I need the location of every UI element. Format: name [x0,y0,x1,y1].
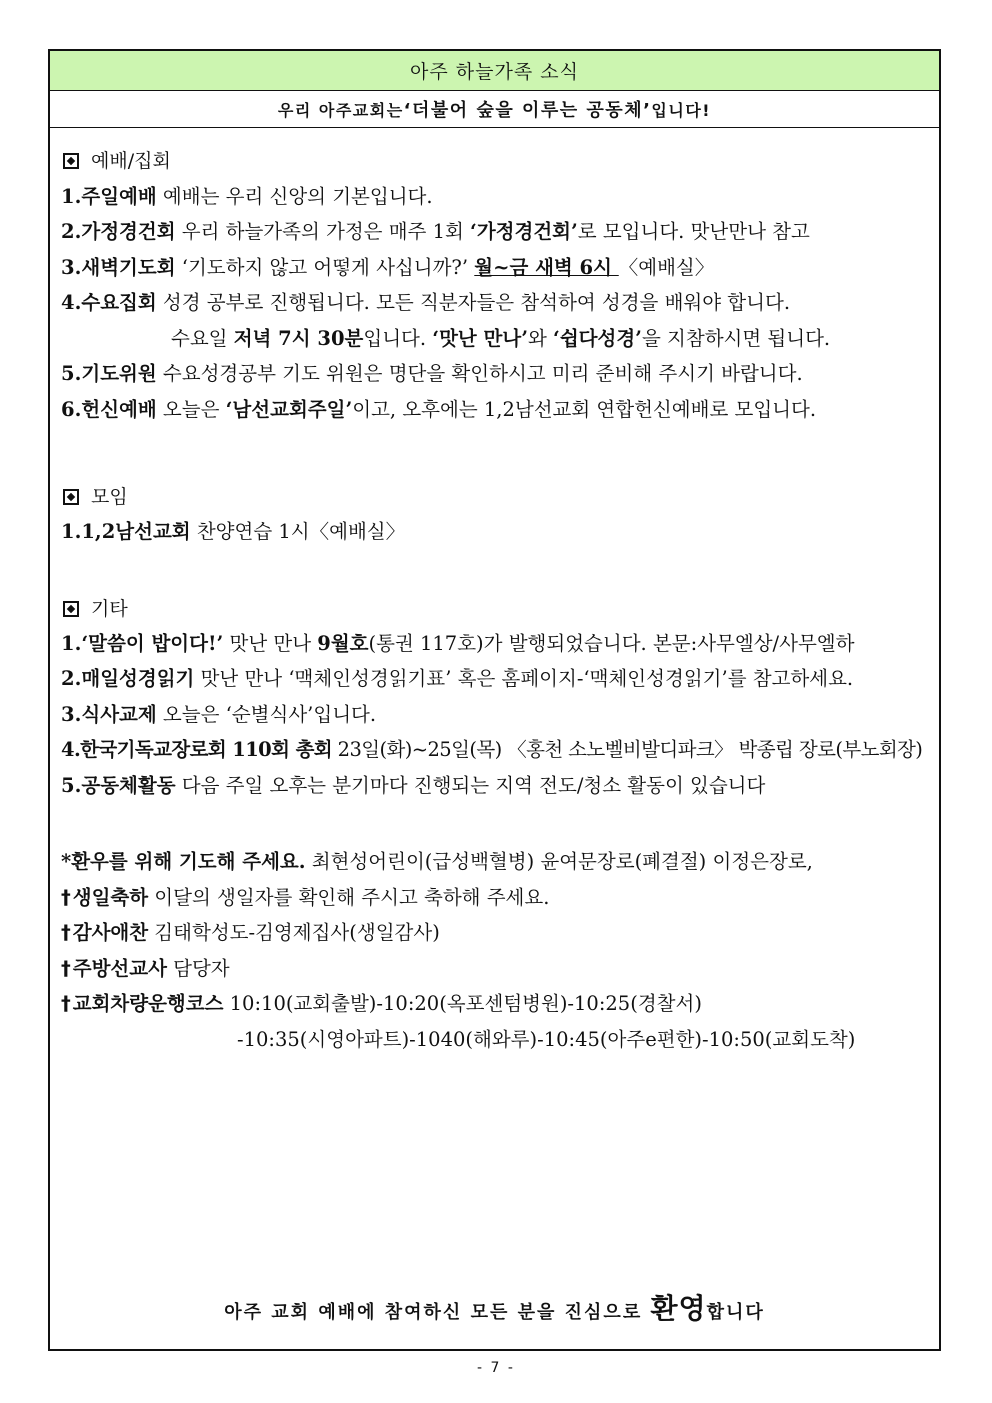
bus-line-2: -10:35(시영아파트)-1040(해와루)-10:45(아주e편한)-10:50(교회도착) [237,1028,856,1051]
cross-icon: † [61,957,71,980]
etc-line-3: 3.식사교제 오늘은 ‘순별식사’입니다. [61,703,377,726]
etc-line-1: 1.‘말씀이 밥이다!’ 맛난 만나 9월호(통권 117호)가 발행되었습니다. 본문:사무엘상/사무엘하 [61,632,855,655]
section-heading-etc: 기타 [61,597,128,621]
cross-icon: † [61,886,71,909]
cross-icon: † [61,992,71,1015]
subtitle-quote: ‘더불어 숲을 이루는 공동체’ [403,100,652,121]
section-bullet-icon [63,489,79,505]
page-title [50,51,939,91]
section-heading-worship: 예배/집회 [61,149,171,173]
worship-line-5: 수요일 저녁 7시 30분입니다. ‘맛난 만나’와 ‘쉽다성경’을 지참하시면 됩니다. [171,327,831,350]
bus-line-1: † 교회차량운행코스 10:10(교회출발)-10:20(옥포센텀병원)-10:25(경찰서) [61,992,702,1015]
etc-line-5: 5.공동체활동 다음 주일 오후는 분기마다 진행되는 지역 전도/청소 활동이 있습니다 [61,774,766,797]
title-text: 아주 하늘가족 소식 [410,61,579,83]
page-number: - 7 - [477,1360,515,1376]
kitchen-line: † 주방선교사 담당자 [61,957,230,980]
section-heading-meeting: 모임 [61,485,128,509]
worship-line-3: 3.새벽기도회 ‘기도하지 않고 어떻게 사십니까?’ 월~금 새벽 6시 〈예배실〉 [61,256,715,279]
section-bullet-icon [63,601,79,617]
section-bullet-icon [63,153,79,169]
worship-line-2: 2.가정경건회 우리 하늘가족의 가정은 매주 1회 ‘가정경건회’로 모입니다. 맛난만나 참고 [61,220,810,243]
subtitle-post: 입니다! [651,100,712,120]
subtitle-pre: 우리 아주교회는 [277,100,404,120]
etc-line-4: 4.한국기독교장로회 110회 총회 23일(화)~25일(목) 〈홍천 소노벨비발디파크〉 박종립 장로(부노회장) [61,738,923,761]
welcome-message: 아주 교회 예배에 참여하신 모든 분을 진심으로 환영합니다 [224,1292,765,1325]
cross-icon: † [61,921,71,944]
worship-line-7: 6.헌신예배 오늘은 ‘남선교회주일’이고, 오후에는 1,2남선교회 연합헌신예배로 모입니다. [61,398,817,421]
thanks-line: † 감사애찬 김태학성도-김영제집사(생일감사) [61,921,440,944]
meeting-line-1: 1.1,2남선교회 찬양연습 1시〈예배실〉 [61,520,406,543]
worship-line-4: 4.수요집회 성경 공부로 진행됩니다. 모든 직분자들은 참석하여 성경을 배워야 합니다. [61,291,791,314]
bulletin-frame [48,49,941,1351]
birthday-line: † 생일축하 이달의 생일자를 확인해 주시고 축하해 주세요. [61,886,550,909]
worship-line-6: 5.기도위원 수요성경공부 기도 위원은 명단을 확인하시고 미리 준비해 주시기 바랍니다. [61,362,803,385]
prayer-line: *환우를 위해 기도해 주세요. 최현성어린이(급성백혈병) 윤여문장로(폐결절) 이정은장로, [61,850,813,873]
etc-line-2: 2.매일성경읽기 맛난 만나 ‘맥체인성경읽기표’ 혹은 홈페이지-‘맥체인성경읽기’를 참고하세요. [61,667,854,690]
subtitle [50,91,939,128]
worship-line-1: 1.주일예배 예배는 우리 신앙의 기본입니다. [61,185,433,208]
